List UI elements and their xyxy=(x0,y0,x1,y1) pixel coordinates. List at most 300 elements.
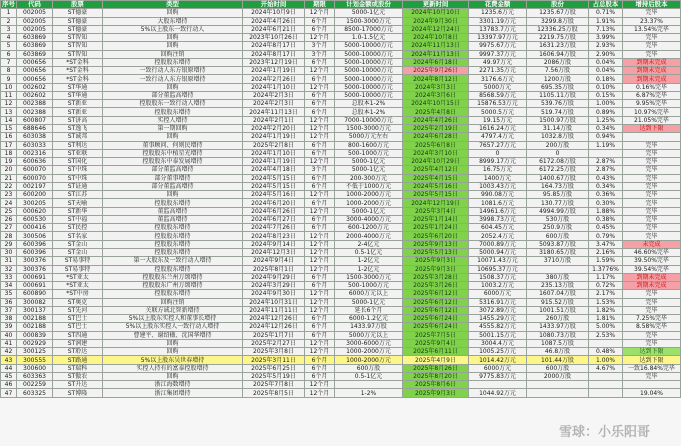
table-cell[interactable] xyxy=(527,265,589,273)
table-cell[interactable]: 002929 xyxy=(17,339,53,347)
table-cell[interactable]: 12个月 xyxy=(305,248,335,256)
table-cell[interactable]: 3.99% xyxy=(589,34,623,42)
table-cell[interactable]: 1606.94万股 xyxy=(527,50,589,58)
table-row[interactable] xyxy=(1,116,681,124)
table-cell[interactable]: 12个月 xyxy=(305,133,335,141)
table-cell[interactable]: 600636 xyxy=(17,158,53,166)
table-cell[interactable]: 2024年1月19日 xyxy=(243,67,305,75)
table-cell[interactable]: 300082 xyxy=(17,298,53,306)
table-cell[interactable]: 002602 xyxy=(17,91,53,99)
table-cell[interactable]: 回购 xyxy=(103,133,243,141)
table-cell[interactable]: 5 xyxy=(1,42,17,50)
table-cell[interactable]: 1433.97万股 xyxy=(527,323,589,331)
table-cell[interactable]: 300376 xyxy=(17,265,53,273)
table-cell[interactable]: 2024年11月11日 xyxy=(243,306,305,314)
table-cell[interactable]: 1235.67万股 xyxy=(527,9,589,17)
table-cell[interactable]: 10695.37万元 xyxy=(469,265,527,273)
table-cell[interactable]: 600396 xyxy=(17,248,53,256)
table-cell[interactable]: 0.48% xyxy=(589,348,623,356)
table-cell[interactable]: 完毕 xyxy=(623,50,681,58)
table-cell[interactable]: 600396 xyxy=(17,240,53,248)
table-cell[interactable]: 控股股东增持 xyxy=(103,108,243,116)
table-cell[interactable]: 2023年10月26日 xyxy=(243,34,305,42)
table-cell[interactable]: 2025年3月11日 xyxy=(243,356,305,364)
table-cell[interactable]: ST中珠 xyxy=(53,166,103,174)
table-cell[interactable]: 2024年10月8日 xyxy=(403,34,469,42)
table-cell[interactable]: 14 xyxy=(1,116,17,124)
table-cell[interactable]: 2271.35万元 xyxy=(469,67,527,75)
table-cell[interactable]: 控股股东一致行动人增持 xyxy=(103,100,243,108)
table-cell[interactable]: 0.79% xyxy=(589,232,623,240)
table-row[interactable] xyxy=(1,372,681,380)
table-row[interactable] xyxy=(1,9,681,17)
table-cell[interactable]: 完毕 xyxy=(623,158,681,166)
table-cell[interactable]: 6个月 xyxy=(305,372,335,380)
table-cell[interactable]: 12个月 xyxy=(305,124,335,132)
table-cell[interactable]: 002005 xyxy=(17,25,53,33)
table-cell[interactable] xyxy=(589,381,623,389)
table-cell[interactable]: 1.88% xyxy=(589,207,623,215)
table-cell[interactable]: 19.04% xyxy=(623,389,681,397)
table-cell[interactable]: 44 xyxy=(1,364,17,372)
table-cell[interactable]: 539.76万股 xyxy=(527,100,589,108)
table-cell[interactable]: 1433.97万股 xyxy=(335,323,403,331)
table-cell[interactable]: 第一大股东及一致行动人增持 xyxy=(103,257,243,265)
table-cell[interactable]: 8 xyxy=(1,67,17,75)
table-row[interactable] xyxy=(1,83,681,91)
table-cell[interactable]: 部分董监高增持 xyxy=(103,182,243,190)
table-cell[interactable]: 1500-3000万元 xyxy=(335,124,403,132)
table-cell[interactable]: 5000-10000万元 xyxy=(335,50,403,58)
table-cell[interactable]: 34 xyxy=(1,282,17,290)
table-cell[interactable]: 39.54%完毕 xyxy=(623,265,681,273)
table-cell[interactable]: 2025年4月9日 xyxy=(403,356,469,364)
table-cell[interactable]: ST德豪 xyxy=(53,25,103,33)
table-cell[interactable]: 0.04% xyxy=(589,67,623,75)
table-cell[interactable]: 2024年6月18日 xyxy=(403,58,469,66)
table-cell[interactable]: 回购 xyxy=(103,191,243,199)
table-cell[interactable]: 5000万元以上 xyxy=(335,331,403,339)
table-cell[interactable]: 2086万股 xyxy=(527,58,589,66)
table-cell[interactable]: 2025年6月12日 xyxy=(403,306,469,314)
table-cell[interactable]: 2024年12月3日 xyxy=(243,248,305,256)
column-header[interactable]: 开始时间 xyxy=(243,1,305,9)
table-cell[interactable]: 2.17% xyxy=(589,290,623,298)
table-cell[interactable]: 6 xyxy=(1,50,17,58)
table-cell[interactable]: 28 xyxy=(1,232,17,240)
table-cell[interactable]: 2024年11月13日 xyxy=(403,50,469,58)
table-cell[interactable]: 回购注销 xyxy=(103,298,243,306)
table-cell[interactable]: 43 xyxy=(1,356,17,364)
table-cell[interactable]: 300376 xyxy=(17,257,53,265)
table-cell[interactable]: 1631.23万股 xyxy=(527,42,589,50)
table-cell[interactable]: 2025年8月6日 xyxy=(403,381,469,389)
table-cell[interactable]: 0.30% xyxy=(589,199,623,207)
table-cell[interactable]: 13783.7万元 xyxy=(469,25,527,33)
table-cell[interactable]: 2024年12月24日 xyxy=(403,25,469,33)
table-cell[interactable]: 1400.67万股 xyxy=(527,174,589,182)
table-cell[interactable]: 控股股东增持 xyxy=(103,199,243,207)
table-cell[interactable]: 4 xyxy=(1,34,17,42)
table-cell[interactable]: 2024年5月15日 xyxy=(243,174,305,182)
table-cell[interactable]: 完毕 xyxy=(623,149,681,157)
table-cell[interactable]: ST德豪 xyxy=(53,17,103,25)
table-cell[interactable]: ST巴士 xyxy=(53,315,103,323)
table-cell[interactable]: 7000-10000万元 xyxy=(335,116,403,124)
table-cell[interactable]: 达到下限 xyxy=(623,124,681,132)
table-cell[interactable]: 200万股 xyxy=(527,141,589,149)
table-cell[interactable]: 控股股东增持 xyxy=(103,290,243,298)
table-cell[interactable]: 9.95%完毕 xyxy=(623,100,681,108)
table-cell[interactable] xyxy=(527,389,589,397)
table-cell[interactable]: 0.16%完毕 xyxy=(623,83,681,91)
table-cell[interactable]: ST金山 xyxy=(53,248,103,256)
table-cell[interactable]: 第一期回购 xyxy=(103,124,243,132)
table-cell[interactable]: 12个月 xyxy=(305,290,335,298)
table-cell[interactable]: 5%以上股东一致行动人 xyxy=(103,25,243,33)
table-cell[interactable]: 300205 xyxy=(17,199,53,207)
table-cell[interactable]: 12个月 xyxy=(305,207,335,215)
table-cell[interactable]: 10071.43万元 xyxy=(469,257,527,265)
table-cell[interactable]: 2024年12月26日 xyxy=(243,323,305,331)
table-row[interactable] xyxy=(1,364,681,372)
table-row[interactable] xyxy=(1,315,681,323)
table-cell[interactable]: 1044.92万元 xyxy=(469,389,527,397)
table-cell[interactable]: 2.87% xyxy=(589,166,623,174)
table-cell[interactable]: 0.38% xyxy=(589,215,623,223)
table-cell[interactable] xyxy=(335,381,403,389)
table-cell[interactable]: 2024年11月13日 xyxy=(243,108,305,116)
table-cell[interactable]: 200-300万元 xyxy=(335,174,403,182)
table-cell[interactable]: 一致行动人东方银原增持 xyxy=(103,67,243,75)
table-cell[interactable]: 2024年9月29日 xyxy=(243,273,305,281)
table-cell[interactable]: 600890 xyxy=(17,290,53,298)
table-cell[interactable]: 12个月 xyxy=(305,240,335,248)
table-cell[interactable]: 部分董监高增持 xyxy=(103,91,243,99)
table-row[interactable] xyxy=(1,100,681,108)
table-cell[interactable]: 2024年3月10日 xyxy=(403,149,469,157)
table-cell[interactable]: 2025年6月24日 xyxy=(403,315,469,323)
table-row[interactable] xyxy=(1,58,681,66)
column-header[interactable]: 期限 xyxy=(305,1,335,9)
table-cell[interactable]: 3072.89万元 xyxy=(469,306,527,314)
table-row[interactable] xyxy=(1,166,681,174)
table-cell[interactable]: 1607.04万股 xyxy=(527,290,589,298)
table-cell[interactable]: 部分董监高增持 xyxy=(103,166,243,174)
table-cell[interactable]: 2024年2月26日 xyxy=(243,75,305,83)
table-cell[interactable]: 41 xyxy=(1,339,17,347)
table-cell[interactable]: ST德豪 xyxy=(53,9,103,17)
table-cell[interactable]: 5000.5万元 xyxy=(469,108,527,116)
table-cell[interactable]: 4797.4万元 xyxy=(469,133,527,141)
table-cell[interactable]: 完毕 xyxy=(623,339,681,347)
table-row[interactable] xyxy=(1,108,681,116)
table-cell[interactable]: 总股本1-2% xyxy=(335,100,403,108)
table-cell[interactable]: 300600 xyxy=(17,364,53,372)
table-cell[interactable]: 1032.8万股 xyxy=(527,133,589,141)
table-cell[interactable]: 2025年7月8日 xyxy=(243,381,305,389)
table-cell[interactable]: 6个月 xyxy=(305,141,335,149)
table-cell[interactable]: 5316.91万元 xyxy=(469,298,527,306)
table-cell[interactable]: 1.81% xyxy=(589,315,623,323)
table-cell[interactable]: 完毕 xyxy=(623,166,681,174)
table-cell[interactable]: 12个月 xyxy=(305,34,335,42)
table-cell[interactable]: 2025年6月12日 xyxy=(403,298,469,306)
table-cell[interactable]: 到期未完成 xyxy=(623,67,681,75)
table-cell[interactable]: 2025年5月15日 xyxy=(403,191,469,199)
table-cell[interactable]: 12个月 xyxy=(305,83,335,91)
table-cell[interactable]: 530万股 xyxy=(527,215,589,223)
table-cell[interactable]: 1.59% xyxy=(589,257,623,265)
table-cell[interactable]: 260万股 xyxy=(527,315,589,323)
table-cell[interactable]: 5.00% xyxy=(589,323,623,331)
table-row[interactable] xyxy=(1,282,681,290)
table-cell[interactable]: 0.36% xyxy=(589,191,623,199)
table-cell[interactable]: 0.89% xyxy=(589,108,623,116)
table-cell[interactable]: 1080.73万股 xyxy=(527,331,589,339)
table-cell[interactable]: 3000-4000万元 xyxy=(335,215,403,223)
table-row[interactable] xyxy=(1,356,681,364)
table-cell[interactable]: 12个月 xyxy=(305,348,335,356)
table-cell[interactable]: 1500-3000万元 xyxy=(335,17,403,25)
table-cell[interactable]: 1-2% xyxy=(335,389,403,397)
table-cell[interactable]: 到期未完成 xyxy=(623,273,681,281)
table-cell[interactable]: 完毕 xyxy=(623,232,681,240)
table-cell[interactable]: 1 xyxy=(1,9,17,17)
table-cell[interactable]: 0.72% xyxy=(589,282,623,290)
table-cell[interactable]: 实控人持有的富泰控股增持 xyxy=(103,364,243,372)
table-row[interactable] xyxy=(1,240,681,248)
table-cell[interactable]: 002388 xyxy=(17,100,53,108)
table-cell[interactable]: 完毕 xyxy=(623,224,681,232)
table-cell[interactable]: 16.75万元 xyxy=(469,166,527,174)
column-header[interactable]: 占总股本 xyxy=(589,1,623,9)
table-cell[interactable]: 603363 xyxy=(17,372,53,380)
column-header[interactable]: 类型 xyxy=(103,1,243,9)
table-cell[interactable]: 控股股东中植星光增持 xyxy=(103,149,243,157)
table-cell[interactable]: 2025年8月5日 xyxy=(243,389,305,397)
table-cell[interactable]: 1003.2万元 xyxy=(469,282,527,290)
table-cell[interactable]: 7.56万股 xyxy=(527,67,589,75)
table-cell[interactable]: 000839 xyxy=(17,331,53,339)
table-cell[interactable]: 2024年9月30日 xyxy=(403,17,469,25)
table-cell[interactable]: 5000-10000万元 xyxy=(335,42,403,50)
table-cell[interactable]: 0 xyxy=(527,149,589,157)
table-cell[interactable]: 3个月 xyxy=(305,50,335,58)
table-cell[interactable]: 600万股 xyxy=(335,364,403,372)
table-cell[interactable]: 1500.97万股 xyxy=(527,116,589,124)
table-cell[interactable]: 回购 xyxy=(103,339,243,347)
table-cell[interactable]: 600070 xyxy=(17,174,53,182)
table-cell[interactable]: 101.44万股 xyxy=(527,356,589,364)
table-cell[interactable]: 回购 xyxy=(103,9,243,17)
table-cell[interactable]: 5093.87万股 xyxy=(527,240,589,248)
table-cell[interactable]: *ST亚太 xyxy=(53,282,103,290)
table-cell[interactable]: 12个月 xyxy=(305,298,335,306)
table-cell[interactable]: 2024年1月19日 xyxy=(243,158,305,166)
table-row[interactable] xyxy=(1,42,681,50)
table-cell[interactable]: 1.00% xyxy=(589,356,623,364)
table-cell[interactable]: 31.14万股 xyxy=(527,124,589,132)
table-cell[interactable]: 5000万元 xyxy=(469,83,527,91)
table-cell[interactable]: 300137 xyxy=(17,306,53,314)
table-cell[interactable]: 002188 xyxy=(17,315,53,323)
table-cell[interactable]: 2024年12月26日 xyxy=(243,315,305,323)
table-row[interactable] xyxy=(1,149,681,157)
table-cell[interactable]: 38 xyxy=(1,315,17,323)
table-cell[interactable]: 完毕 xyxy=(623,42,681,50)
table-cell[interactable]: 0.43% xyxy=(589,174,623,182)
table-cell[interactable]: 21 xyxy=(1,174,17,182)
table-cell[interactable]: 5000-10000万元 xyxy=(335,58,403,66)
table-cell[interactable]: 1105.11万股 xyxy=(527,91,589,99)
table-cell[interactable]: ST亚联 xyxy=(53,149,103,157)
table-cell[interactable]: 2024年11月13日 xyxy=(403,42,469,50)
table-cell[interactable]: 2024年6月26日 xyxy=(243,207,305,215)
table-row[interactable] xyxy=(1,381,681,389)
table-row[interactable] xyxy=(1,257,681,265)
column-header[interactable]: 计划金额或股份 xyxy=(335,1,403,9)
table-cell[interactable]: 300506 xyxy=(17,232,53,240)
table-cell[interactable]: 6个月 xyxy=(305,182,335,190)
table-cell[interactable]: 250.9万股 xyxy=(527,224,589,232)
table-cell[interactable]: 500-1000万元 xyxy=(335,149,403,157)
table-cell[interactable]: 2025年4月8日 xyxy=(403,108,469,116)
table-cell[interactable]: ST智知 xyxy=(53,34,103,42)
table-cell[interactable]: ST利达 xyxy=(53,141,103,149)
table-cell[interactable]: 2052.4万元 xyxy=(469,232,527,240)
table-cell[interactable]: 完毕 xyxy=(623,174,681,182)
table-cell[interactable]: 12个月 xyxy=(305,67,335,75)
table-cell[interactable]: 完毕 xyxy=(623,331,681,339)
table-cell[interactable]: 4.67% xyxy=(589,364,623,372)
table-cell[interactable]: 6000-1.2亿元 xyxy=(335,315,403,323)
table-cell[interactable]: ST江苏 xyxy=(53,191,103,199)
table-cell[interactable]: 1.0-1.5亿元 xyxy=(335,34,403,42)
table-cell[interactable]: 完毕 xyxy=(623,182,681,190)
table-cell[interactable]: 600530 xyxy=(17,215,53,223)
table-cell[interactable]: 7 xyxy=(1,58,17,66)
table-cell[interactable]: 46.60%完毕 xyxy=(623,248,681,256)
table-cell[interactable]: 6个月 xyxy=(305,364,335,372)
table-cell[interactable] xyxy=(589,372,623,380)
table-cell[interactable]: 10 xyxy=(1,83,17,91)
table-cell[interactable]: 000656 xyxy=(17,58,53,66)
table-cell[interactable]: 1.53% xyxy=(589,298,623,306)
table-cell[interactable]: 23.37% xyxy=(623,17,681,25)
table-cell[interactable]: ST博隆 xyxy=(53,389,103,397)
table-cell[interactable]: 2024年3月6日 xyxy=(403,91,469,99)
table-cell[interactable]: 2024年5月16日 xyxy=(243,191,305,199)
table-cell[interactable]: 8500-17000万元 xyxy=(335,25,403,33)
table-cell[interactable]: 完毕 xyxy=(623,306,681,314)
table-cell[interactable]: 6000万元 xyxy=(469,364,527,372)
table-cell[interactable]: 完毕 xyxy=(623,207,681,215)
table-cell[interactable]: 2024年2月3日 xyxy=(243,91,305,99)
table-cell[interactable]: 2025年9月4日 xyxy=(403,339,469,347)
table-row[interactable] xyxy=(1,248,681,256)
table-cell[interactable]: 5%以上股东实控人和董事长增持 xyxy=(103,315,243,323)
table-cell[interactable]: 12 xyxy=(1,100,17,108)
table-cell[interactable]: 45 xyxy=(1,372,17,380)
table-cell[interactable]: ST逸飞 xyxy=(53,124,103,132)
table-cell[interactable]: 回购 xyxy=(103,42,243,50)
table-row[interactable] xyxy=(1,158,681,166)
table-cell[interactable]: *ST中房 xyxy=(53,290,103,298)
table-cell[interactable]: 000416 xyxy=(17,224,53,232)
table-cell[interactable]: 曹建平、谢绍楹、沈国华增持 xyxy=(103,331,243,339)
table-cell[interactable]: 31 xyxy=(1,257,17,265)
table-cell[interactable]: 1-2亿元 xyxy=(335,257,403,265)
table-cell[interactable]: 000691 xyxy=(17,273,53,281)
table-cell[interactable]: 0.5-1亿元 xyxy=(335,372,403,380)
table-cell[interactable]: 2024年1月10日 xyxy=(243,83,305,91)
table-cell[interactable]: 5000-10000万元 xyxy=(335,67,403,75)
table-cell[interactable]: 915.52万股 xyxy=(527,298,589,306)
table-cell[interactable]: 未完成 xyxy=(623,240,681,248)
table-cell[interactable]: 2025年8月1日 xyxy=(243,265,305,273)
table-cell[interactable]: 12个月 xyxy=(305,232,335,240)
table-cell[interactable]: 董监高增持 xyxy=(103,207,243,215)
table-cell[interactable]: 604.45万元 xyxy=(469,224,527,232)
table-cell[interactable]: 3个月 xyxy=(305,166,335,174)
table-cell[interactable]: 600807 xyxy=(17,116,53,124)
table-cell[interactable]: 1081.6万元 xyxy=(469,199,527,207)
table-cell[interactable]: 2024年8月17日 xyxy=(243,42,305,50)
table-cell[interactable]: ST中珠 xyxy=(53,174,103,182)
table-cell[interactable]: 控股股东增持 xyxy=(103,248,243,256)
table-cell[interactable]: 2024年9月14日 xyxy=(243,240,305,248)
table-row[interactable] xyxy=(1,124,681,132)
table-cell[interactable]: 5000-1亿元 xyxy=(335,9,403,17)
table-cell[interactable]: 7.13% xyxy=(589,25,623,33)
table-cell[interactable]: 2000万股 xyxy=(527,372,589,380)
table-cell[interactable]: 603869 xyxy=(17,34,53,42)
table-cell[interactable]: 一致行动人东方银原增持 xyxy=(103,75,243,83)
table-cell[interactable]: 达到下限 xyxy=(623,348,681,356)
table-row[interactable] xyxy=(1,17,681,25)
table-cell[interactable]: 2024年6月27日 xyxy=(243,215,305,223)
table-cell[interactable]: 2025年6月8日 xyxy=(403,141,469,149)
table-cell[interactable]: 1000-2000万元 xyxy=(335,199,403,207)
table-cell[interactable]: 25 xyxy=(1,207,17,215)
table-row[interactable] xyxy=(1,298,681,306)
table-cell[interactable]: 002602 xyxy=(17,83,53,91)
table-cell[interactable]: 164.73万股 xyxy=(527,182,589,190)
table-cell[interactable]: 董事顾问、何则民增持 xyxy=(103,141,243,149)
table-cell[interactable]: 12个月 xyxy=(305,158,335,166)
table-cell[interactable]: 235.13万股 xyxy=(527,282,589,290)
table-cell[interactable]: 300125 xyxy=(17,348,53,356)
table-cell[interactable]: 13397.97万元 xyxy=(469,34,527,42)
table-cell[interactable]: 1.3776% xyxy=(589,265,623,273)
table-cell[interactable]: 11 xyxy=(1,91,17,99)
table-cell[interactable]: 9975.67万元 xyxy=(469,42,527,50)
table-cell[interactable]: 30 xyxy=(1,248,17,256)
table-cell[interactable]: 回购注销 xyxy=(103,50,243,58)
table-cell[interactable]: 002316 xyxy=(17,149,53,157)
table-row[interactable] xyxy=(1,67,681,75)
table-cell[interactable]: ST新华 xyxy=(53,207,103,215)
table-row[interactable] xyxy=(1,91,681,99)
table-cell[interactable]: 1003.43万元 xyxy=(469,182,527,190)
table-cell[interactable]: ST巴士 xyxy=(53,323,103,331)
table-cell[interactable]: ST易事特 xyxy=(53,265,103,273)
table-row[interactable] xyxy=(1,50,681,58)
table-cell[interactable]: 2025年1月7日 xyxy=(243,331,305,339)
table-row[interactable] xyxy=(1,25,681,33)
table-cell[interactable]: 1616.24万元 xyxy=(469,124,527,132)
